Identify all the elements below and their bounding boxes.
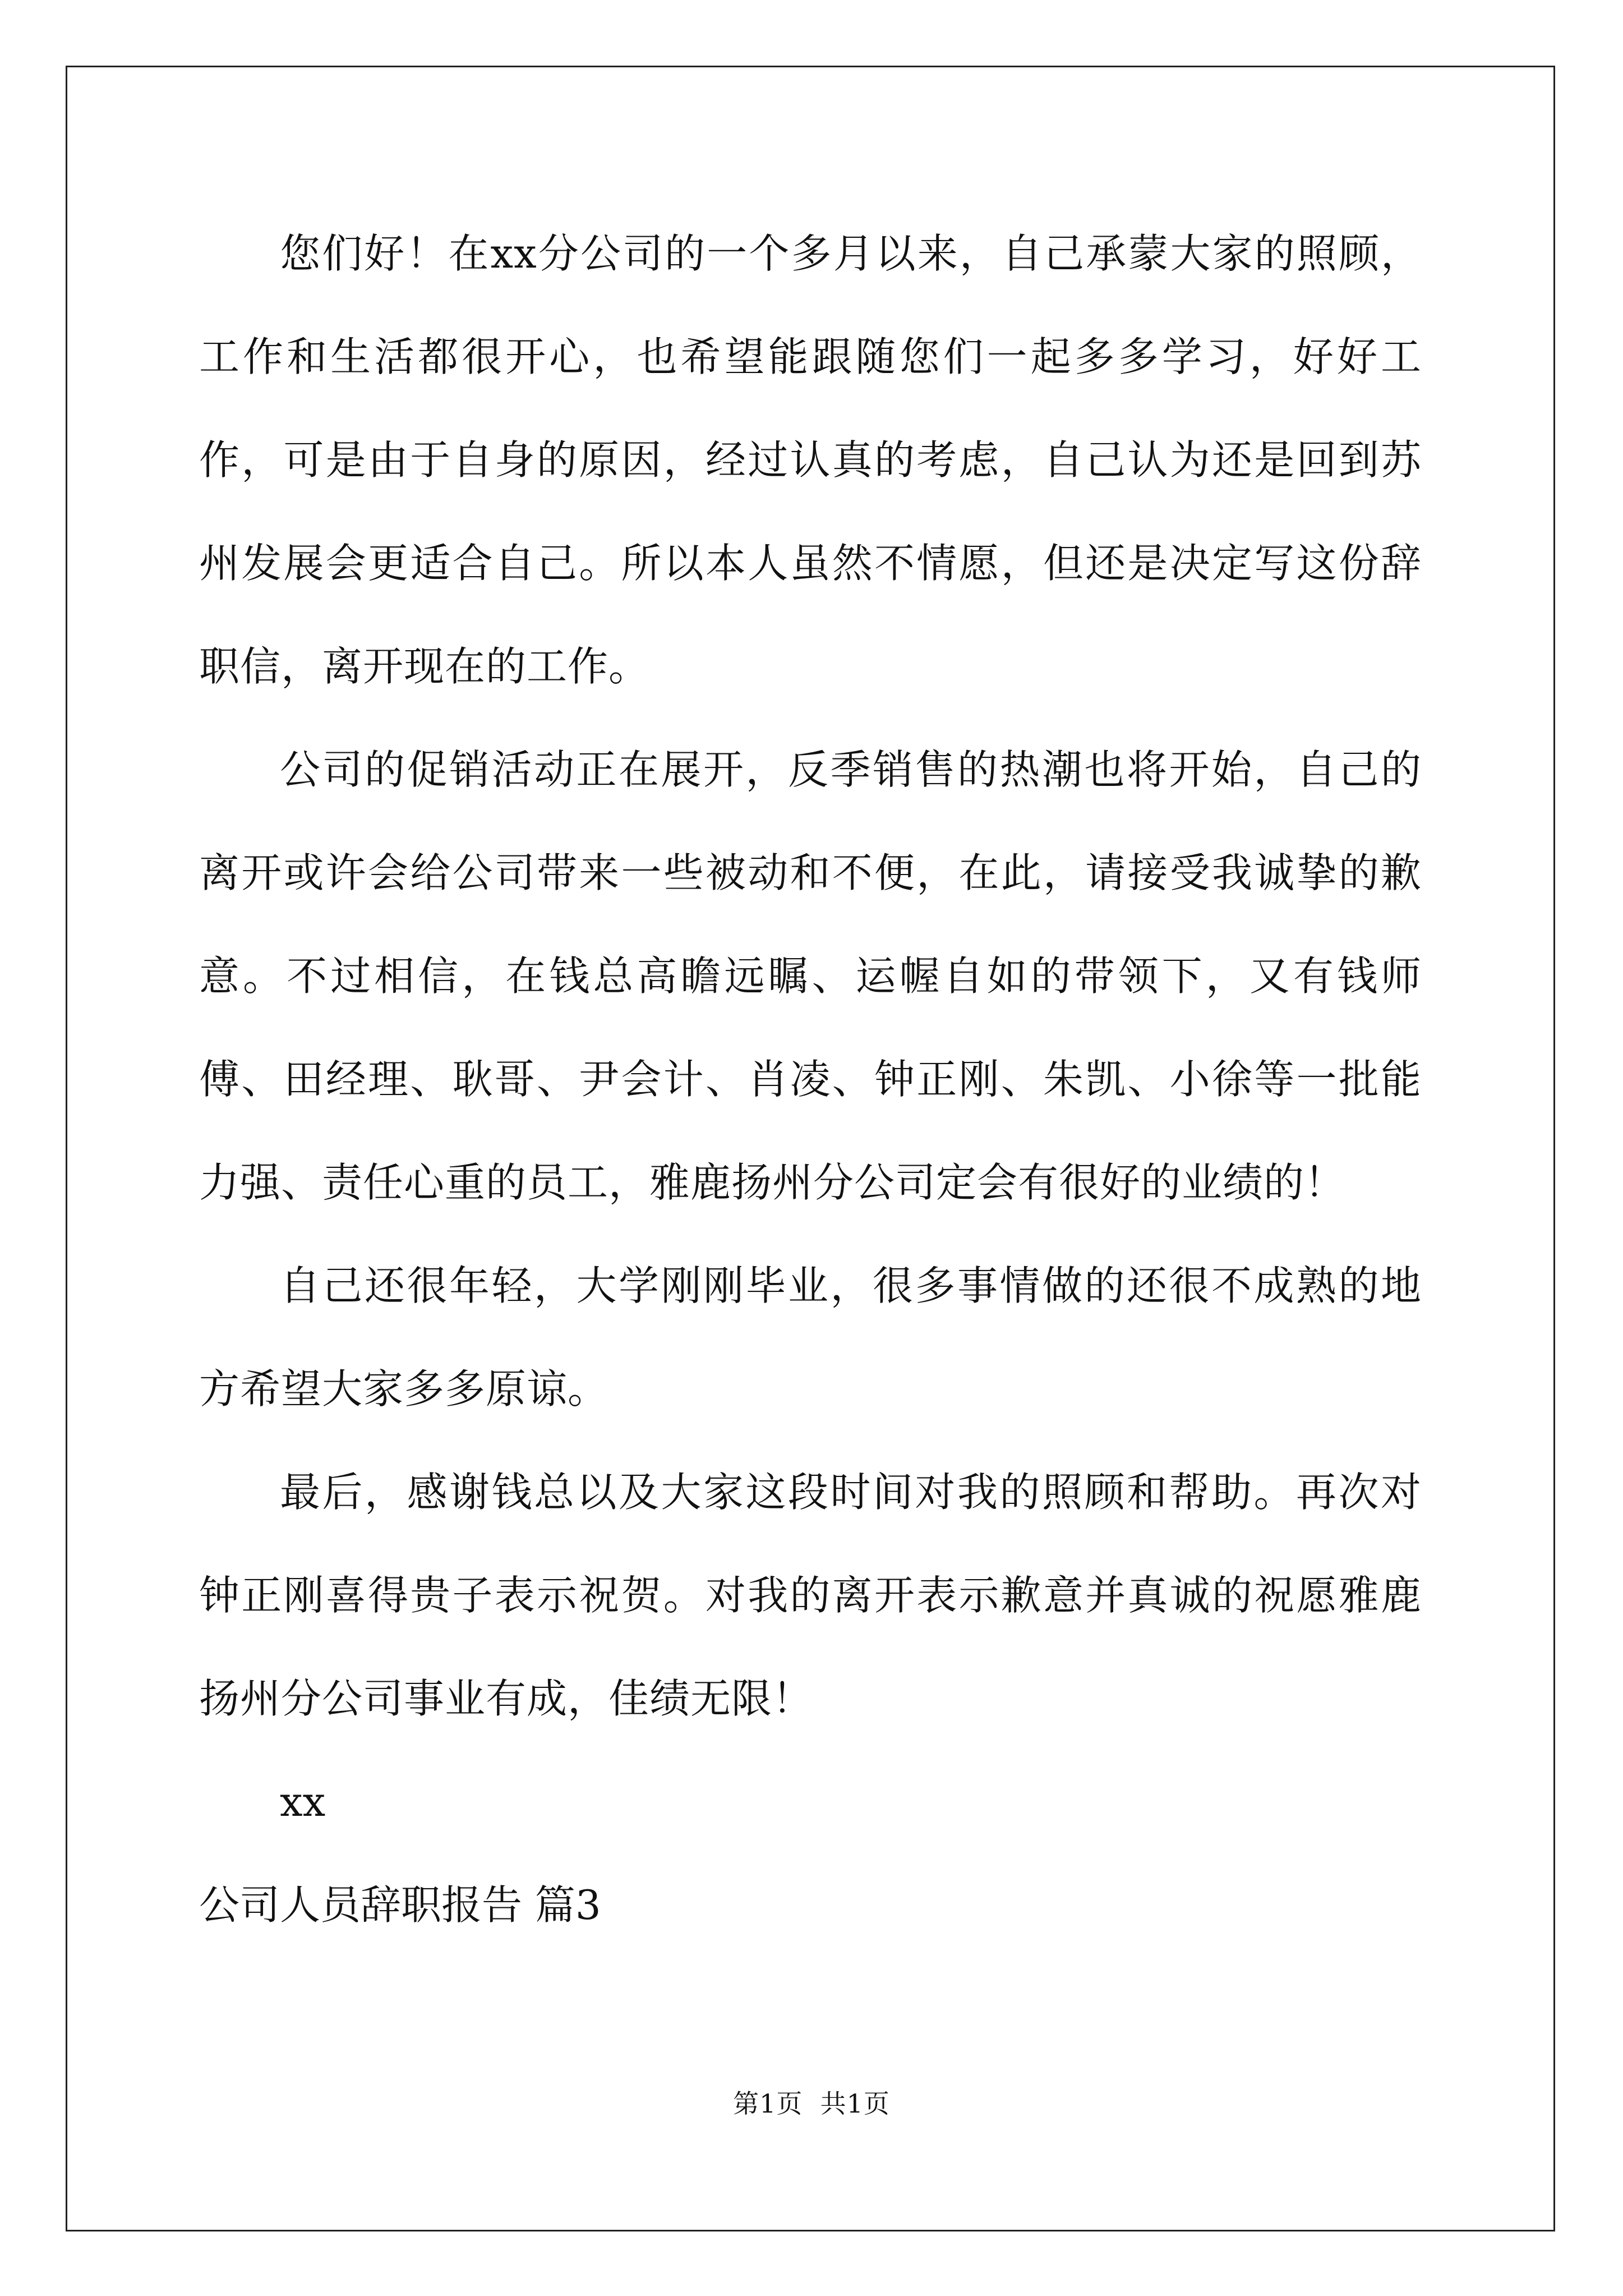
page-number: 第1页 共1页 — [733, 2088, 890, 2119]
signature: xx — [280, 1778, 326, 1825]
document-body — [199, 202, 1422, 1957]
page-footer — [0, 2087, 1623, 2120]
section-heading: 公司人员辞职报告 篇3 — [199, 1881, 601, 1929]
paragraph-4: 最后，感谢钱总以及大家这段时间对我的照顾和帮助。再次对钟正刚喜得贵子表示祝贺。对我的离开表示歉意并真诚的祝愿雅鹿扬州分公司事业有成，佳绩无限！ — [199, 1469, 1422, 1722]
paragraph-1: 您们好！在xx分公司的一个多月以来，自己承蒙大家的照顾，工作和生活都很开心，也希望能跟随您们一起多多学习，好好工作，可是由于自身的原因，经过认真的考虑，自己认为还是回到苏州发展会更适合自己。所以本人虽然不情愿，但还是决定写这份辞职信，离开现在的工作。 — [199, 230, 1422, 690]
paragraph-3: 自己还很年轻，大学刚刚毕业，很多事情做的还很不成熟的地方希望大家多多原谅。 — [199, 1262, 1422, 1412]
paragraph-2: 公司的促销活动正在展开，反季销售的热潮也将开始，自己的离开或许会给公司带来一些被动和不便，在此，请接受我诚挚的歉意。不过相信，在钱总高瞻远瞩、运幄自如的带领下，又有钱师傅、田经理、耿哥、尹会计、肖凌、钟正刚、朱凯、小徐等一批能力强、责任心重的员工，雅鹿扬州分公司定会有很好的业绩的！ — [199, 746, 1422, 1206]
